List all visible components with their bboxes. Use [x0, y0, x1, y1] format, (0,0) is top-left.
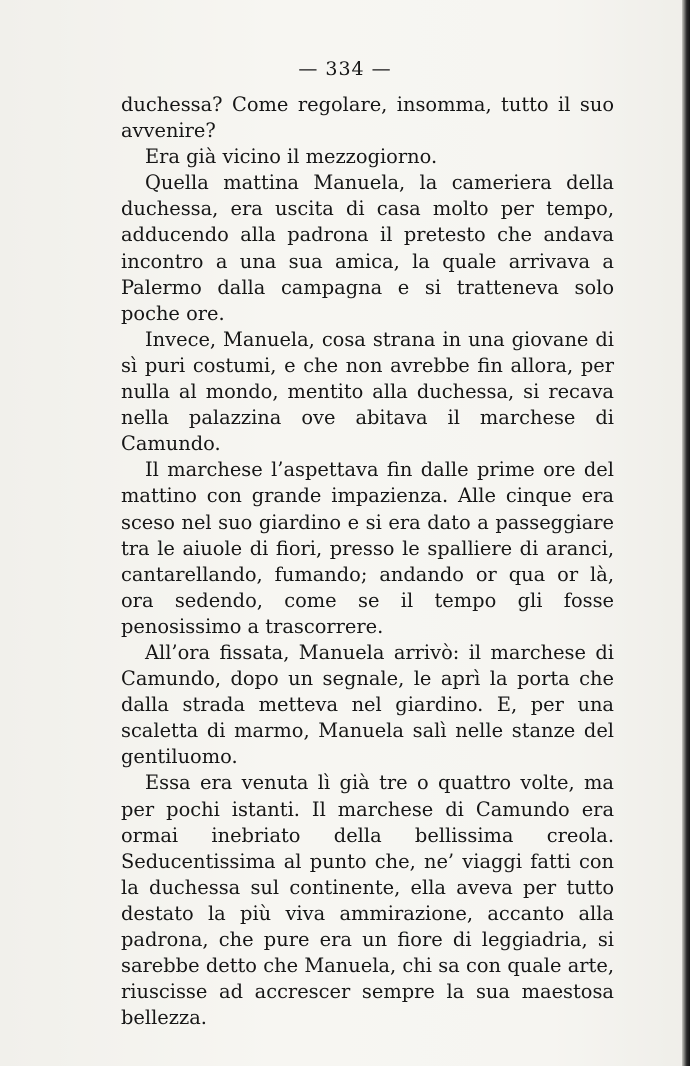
paragraph-7: Essa era venuta lì già tre o quattro volte, ma per pochi istanti. Il marchese di Camundo era ormai inebriato della bellissima creola. Seducentissima al punto che, ne’ viaggi fatti con la duchessa sul continente, ella aveva per tutto destato la più viva ammirazione, accanto alla padrona, che pure era un fiore di leggiadria, si sarebbe detto che Manuela, chi sa con quale arte, riuscisse ad accrescer sempre la sua maestosa bellezza. — [121, 771, 614, 1030]
body-text — [121, 92, 614, 1031]
page-edge-shadow — [682, 0, 690, 1066]
paragraph-4: Invece, Manuela, cosa strana in una giovane di sì puri costumi, e che non avrebbe fin allora, per nulla al mondo, mentito alla duchessa, si recava nella palazzina ove abitava il marchese di Camundo. — [121, 327, 614, 456]
paragraph-continuation: duchessa? Come regolare, insomma, tutto il suo avvenire? — [121, 93, 614, 143]
page-number-header: — 334 — — [298, 58, 392, 80]
paragraph-2: Era già vicino il mezzogiorno. — [145, 145, 438, 169]
paragraph-6: All’ora fissata, Manuela arrivò: il marchese di Camundo, dopo un segnale, le aprì la porta che dalla strada metteva nel giardino. E, per una scaletta di marmo, Manuela salì nelle stanze del gentiluomo. — [121, 640, 614, 769]
paragraph-5: Il marchese l’aspettava fin dalle prime ore del mattino con grande impazienza. Alle cinque era sceso nel suo giardino e si era dato a passeggiare tra le aiuole di fiori, presso le spalliere di aranci, cantarellando, fumando; andando or qua or là, ora sedendo, come se il tempo gli fosse penosissimo a trascorrere. — [121, 458, 614, 638]
paragraph-3: Quella mattina Manuela, la cameriera della duchessa, era uscita di casa molto per tempo, adducendo alla padrona il pretesto che andava incontro a una sua amica, la quale arrivava a Palermo dalla campagna e si tratteneva solo poche ore. — [121, 171, 614, 325]
